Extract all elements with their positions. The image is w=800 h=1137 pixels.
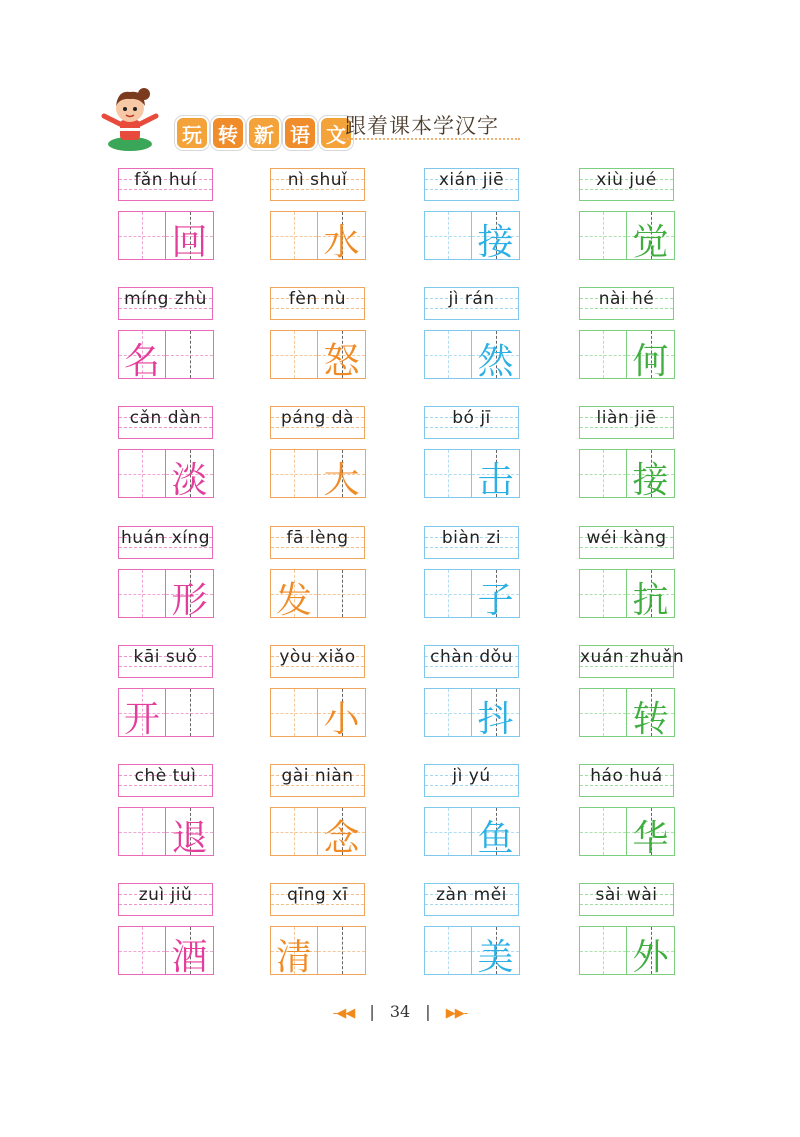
character-cell <box>270 406 367 518</box>
char-row <box>270 569 367 621</box>
tianzige-box <box>318 569 366 618</box>
pinyin-box <box>579 168 674 201</box>
tianzige-box <box>424 688 472 737</box>
tianzige-box <box>270 926 318 978</box>
pinyin-text: páng dà <box>281 408 354 428</box>
tianzige-box <box>472 807 520 859</box>
char-row <box>424 330 521 382</box>
pinyin-box <box>424 168 519 201</box>
hanzi-character: 接 <box>632 460 669 501</box>
pinyin-text: nì shuǐ <box>287 170 348 190</box>
tianzige-box <box>579 211 627 260</box>
tianzige-box <box>166 926 214 978</box>
title-char: 新 <box>247 116 281 150</box>
subtitle-underline <box>340 138 520 148</box>
pinyin-text: wéi kàng <box>586 528 667 548</box>
pinyin-box <box>579 287 674 320</box>
character-cell <box>424 883 521 995</box>
char-row <box>118 211 215 263</box>
character-cell <box>118 526 215 638</box>
hanzi-character: 转 <box>632 699 669 740</box>
pinyin-box <box>579 526 674 559</box>
pinyin-box <box>118 764 213 797</box>
tianzige-box <box>118 926 166 975</box>
pinyin-text: jì rán <box>448 289 495 309</box>
character-cell <box>579 406 676 518</box>
pinyin-text: cǎn dàn <box>129 408 202 428</box>
pinyin-box <box>579 645 685 678</box>
tianzige-box <box>166 807 214 859</box>
pinyin-box <box>118 645 213 678</box>
tianzige-box <box>118 807 166 856</box>
pinyin-text: míng zhù <box>124 289 207 309</box>
title-char: 文 <box>319 116 353 150</box>
character-cell <box>579 287 676 399</box>
page-subtitle: 跟着课本学汉字 <box>345 114 499 138</box>
character-cell <box>118 168 215 280</box>
tianzige-box <box>270 569 318 621</box>
tianzige-box <box>424 211 472 260</box>
character-cell <box>424 764 521 876</box>
tianzige-box <box>318 449 366 501</box>
char-row <box>424 926 521 978</box>
hanzi-character: 酒 <box>171 937 208 978</box>
tianzige-box <box>318 211 366 263</box>
pinyin-box <box>118 168 213 201</box>
tianzige-box <box>472 688 520 740</box>
pinyin-box <box>270 168 365 201</box>
char-row <box>118 330 215 382</box>
hanzi-character: 抖 <box>477 699 514 740</box>
pinyin-box <box>270 287 365 320</box>
separator: | <box>425 1002 431 1021</box>
pinyin-text: nài hé <box>598 289 655 309</box>
pinyin-text: zuì jiǔ <box>138 885 193 905</box>
page-footer <box>0 1002 800 1021</box>
hanzi-character: 接 <box>477 222 514 263</box>
hanzi-character: 水 <box>323 222 360 263</box>
tianzige-box <box>318 688 366 740</box>
hanzi-character: 退 <box>171 818 208 859</box>
girl-mascot-icon <box>100 86 170 156</box>
character-cell <box>270 645 367 757</box>
pinyin-box <box>118 406 213 439</box>
tianzige-box <box>627 211 675 263</box>
tianzige-box <box>579 807 627 856</box>
char-row <box>270 211 367 263</box>
pinyin-text: xuán zhuǎn <box>580 647 685 667</box>
pinyin-box <box>118 287 213 320</box>
character-cell <box>118 764 215 876</box>
tianzige-box <box>424 807 472 856</box>
hanzi-character: 小 <box>323 699 360 740</box>
char-row <box>118 449 215 501</box>
pinyin-text: huán xíng <box>121 528 210 548</box>
title-char: 语 <box>283 116 317 150</box>
pinyin-box <box>424 526 519 559</box>
character-cell <box>424 287 521 399</box>
tianzige-box <box>118 330 166 382</box>
tianzige-box <box>318 926 366 975</box>
hanzi-character: 形 <box>171 580 208 621</box>
character-cell <box>424 406 521 518</box>
tianzige-box <box>118 569 166 618</box>
page-header <box>100 86 530 156</box>
character-cell <box>579 526 676 638</box>
tianzige-box <box>118 449 166 498</box>
tianzige-box <box>579 449 627 498</box>
hanzi-character: 鱼 <box>477 818 514 859</box>
character-cell <box>270 883 367 995</box>
pinyin-text: gài niàn <box>281 766 354 786</box>
char-row <box>424 211 521 263</box>
tianzige-box <box>579 569 627 618</box>
pinyin-box <box>270 645 365 678</box>
char-row <box>270 807 367 859</box>
hanzi-character: 外 <box>632 937 669 978</box>
next-arrow-icon: ▶▶‐ <box>445 1006 468 1021</box>
tianzige-box <box>627 330 675 382</box>
tianzige-box <box>579 926 627 975</box>
char-row <box>424 688 521 740</box>
title-char: 转 <box>211 116 245 150</box>
hanzi-character: 大 <box>323 460 360 501</box>
character-cell <box>118 645 215 757</box>
char-row <box>579 211 676 263</box>
pinyin-box <box>118 526 213 559</box>
hanzi-character: 击 <box>477 460 514 501</box>
character-cell <box>118 406 215 518</box>
hanzi-character: 回 <box>171 222 208 263</box>
hanzi-character: 华 <box>632 818 669 859</box>
pinyin-box <box>270 406 365 439</box>
pinyin-box <box>579 764 674 797</box>
hanzi-character: 何 <box>632 341 669 382</box>
pinyin-text: jì yú <box>452 766 491 786</box>
pinyin-box <box>270 883 365 916</box>
tianzige-box <box>472 330 520 382</box>
page-number: 34 <box>389 1002 411 1021</box>
pinyin-text: chè tuì <box>134 766 197 786</box>
tianzige-box <box>627 688 675 740</box>
character-cell <box>270 168 367 280</box>
tianzige-box <box>424 926 472 975</box>
char-row <box>118 688 215 740</box>
separator: | <box>369 1002 375 1021</box>
tianzige-box <box>270 211 318 260</box>
char-row <box>270 330 367 382</box>
hanzi-character: 子 <box>477 580 514 621</box>
char-row <box>424 449 521 501</box>
tianzige-box <box>424 569 472 618</box>
character-cell <box>270 764 367 876</box>
tianzige-box <box>627 926 675 978</box>
char-row <box>579 330 676 382</box>
tianzige-box <box>318 330 366 382</box>
pinyin-text: fā lèng <box>286 528 349 548</box>
hanzi-character: 淡 <box>171 460 208 501</box>
pinyin-box <box>424 287 519 320</box>
char-row <box>579 449 676 501</box>
hanzi-character: 名 <box>123 341 160 382</box>
tianzige-box <box>627 807 675 859</box>
pinyin-text: xián jiē <box>438 170 505 190</box>
tianzige-box <box>424 449 472 498</box>
tianzige-box <box>472 449 520 501</box>
tianzige-box <box>118 688 166 740</box>
char-row <box>424 807 521 859</box>
pinyin-text: fǎn huí <box>134 170 197 190</box>
hanzi-character: 觉 <box>632 222 669 263</box>
hanzi-character: 美 <box>477 937 514 978</box>
pinyin-text: fèn nù <box>288 289 347 309</box>
tianzige-box <box>579 330 627 379</box>
character-cell <box>424 526 521 638</box>
tianzige-box <box>424 330 472 379</box>
tianzige-box <box>270 688 318 737</box>
tianzige-box <box>270 449 318 498</box>
char-row <box>579 688 676 740</box>
char-row <box>118 807 215 859</box>
pinyin-box <box>579 883 674 916</box>
character-cell <box>270 526 367 638</box>
tianzige-box <box>472 569 520 621</box>
hanzi-character: 开 <box>123 699 160 740</box>
tianzige-box <box>627 449 675 501</box>
hanzi-character: 念 <box>323 818 360 859</box>
tianzige-box <box>166 330 214 379</box>
character-cell <box>579 645 685 757</box>
hanzi-character: 发 <box>275 580 312 621</box>
tianzige-box <box>118 211 166 260</box>
pinyin-text: yòu xiǎo <box>279 647 356 667</box>
char-row <box>118 569 215 621</box>
tianzige-box <box>270 807 318 856</box>
pinyin-box <box>424 764 519 797</box>
pinyin-text: zàn měi <box>436 885 507 905</box>
char-row <box>270 688 367 740</box>
character-cell <box>118 883 215 995</box>
pinyin-box <box>270 526 365 559</box>
character-cell <box>118 287 215 399</box>
character-cell <box>579 883 676 995</box>
tianzige-box <box>579 688 627 737</box>
tianzige-box <box>166 569 214 621</box>
pinyin-box <box>270 764 365 797</box>
char-row <box>270 449 367 501</box>
pinyin-text: sài wài <box>595 885 658 905</box>
char-row <box>579 569 676 621</box>
title-char: 玩 <box>175 116 209 150</box>
pinyin-text: xiù jué <box>596 170 657 190</box>
char-row <box>424 569 521 621</box>
char-row <box>118 926 215 978</box>
pinyin-text: bó jī <box>452 408 491 428</box>
tianzige-box <box>166 449 214 501</box>
pinyin-box <box>424 406 519 439</box>
character-cell <box>270 287 367 399</box>
hanzi-character: 抗 <box>632 580 669 621</box>
pinyin-text: qīng xī <box>287 885 348 905</box>
pinyin-text: liàn jiē <box>596 408 657 428</box>
char-row <box>270 926 367 978</box>
character-cell <box>424 645 521 757</box>
character-cell <box>424 168 521 280</box>
pinyin-box <box>424 883 519 916</box>
prev-arrow-icon: ‐◀◀ <box>332 1006 355 1021</box>
tianzige-box <box>627 569 675 621</box>
pinyin-text: háo huá <box>590 766 663 786</box>
pinyin-text: biàn zi <box>441 528 502 548</box>
pinyin-box <box>579 406 674 439</box>
char-row <box>579 926 676 978</box>
pinyin-box <box>118 883 213 916</box>
hanzi-character: 怒 <box>323 341 360 382</box>
pinyin-text: chàn dǒu <box>430 647 513 667</box>
pinyin-text: kāi suǒ <box>133 647 198 667</box>
tianzige-box <box>472 926 520 978</box>
pinyin-box <box>424 645 519 678</box>
character-cell <box>579 168 676 280</box>
tianzige-box <box>318 807 366 859</box>
character-cell <box>579 764 676 876</box>
title-badges <box>175 116 353 146</box>
char-row <box>579 807 676 859</box>
tianzige-box <box>270 330 318 379</box>
hanzi-character: 然 <box>477 341 514 382</box>
hanzi-character: 清 <box>275 937 312 978</box>
tianzige-box <box>166 688 214 737</box>
tianzige-box <box>472 211 520 263</box>
tianzige-box <box>166 211 214 263</box>
